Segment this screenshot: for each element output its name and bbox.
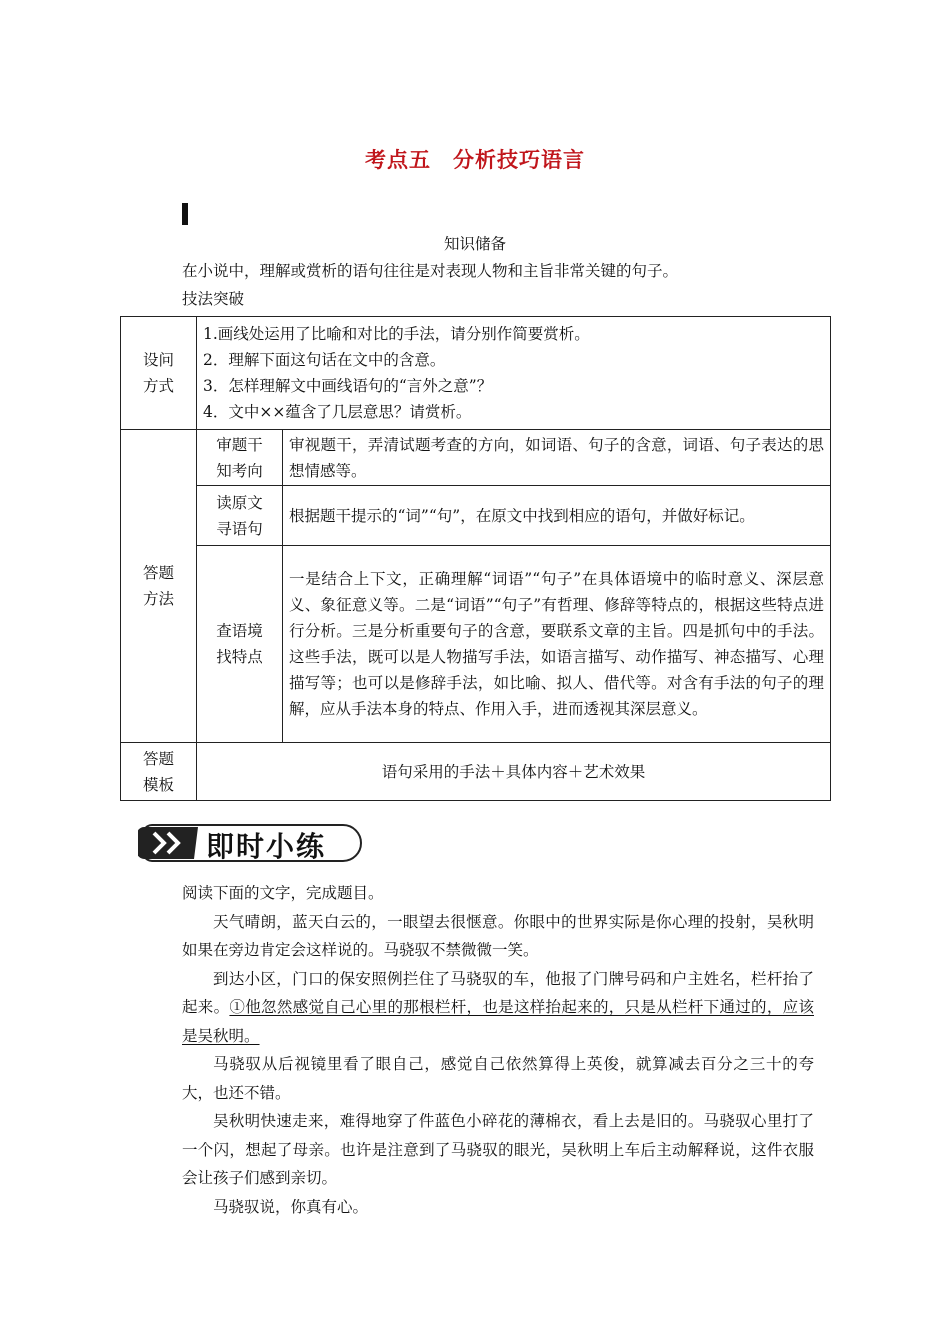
template-label [121,743,197,801]
table-row-method-3 [121,546,831,743]
underlined-sentence: ①他忽然感觉自己心里的那根栏杆，也是这样抬起来的，只是从栏杆下通过的，应该是吴秋明。 [182,998,814,1045]
passage-paragraph: 马骁驭说，你真有心。 [213,1197,369,1216]
template-label-text: 答题模板 [142,749,174,794]
method-desc: 一是结合上下文，正确理解“词语”“句子”在具体语境中的临时意义、深层意义、象征意义等。二是“词语”“句子”有哲理、修辞等特点的，根据这些特点进行分析。三是分析重要句子的含意，要联系文章的主旨。四是抓句中的手法。这些手法，既可以是人物描写手法，如语言描写、动作描写、神态描写、心理描写等；也可以是修辞手法，如比喻、拟人、借代等。对含有手法的句子的理解，应从手法本身的特点、作用入手，进而透视其深层意义。 [283,546,831,743]
knowledge-heading: 知识储备 [443,235,506,253]
passage-paragraph: 天气晴朗，蓝天白云的，一眼望去很惬意。你眼中的世界实际是你心理的投射，吴秋明如果在旁边肯定会这样说的。马骁驭不禁微微一笑。 [182,912,814,959]
method-step [197,430,283,486]
ask-item: 1.画线处运用了比喻和对比的手法，请分别作简要赏析。 [203,325,590,343]
passage-text: 到达小区，门口的保安照例拦住了马骁驭的车，他报了门牌号码和户主姓名，栏杆抬了起来。 [182,969,814,1016]
practice-banner [138,823,363,863]
ask-item: 2．理解下面这句话在文中的含意。 [203,351,446,369]
method-table [120,316,831,801]
ask-label-text: 设问方式 [142,351,174,395]
banner-text: 即时小练 [206,830,327,863]
table-row-template [121,743,831,801]
page-title: 考点五 分析技巧语言 [365,148,585,172]
passage-paragraph [182,965,814,1051]
ask-items [197,317,831,430]
knowledge-text: 在小说中，理解或赏析的语句往往是对表现人物和主旨非常关键的句子。 [182,262,679,280]
section-marker [182,203,188,225]
passage-instruction: 阅读下面的文字，完成题目。 [182,884,384,902]
passage-paragraph: 马骁驭从后视镜里看了眼自己，感觉自己依然算得上英俊，就算减去百分之三十的夸大，也还不错。 [182,1055,814,1102]
ask-item: 3．怎样理解文中画线语句的“言外之意”？ [203,377,493,395]
method-label-text: 答题方法 [142,564,174,608]
table-row-method-2 [121,486,831,546]
method-step-text: 查语境找特点 [216,622,263,666]
method-step-text: 读原文寻语句 [216,493,263,538]
method-step [197,546,283,743]
template-text: 语句采用的手法＋具体内容＋艺术效果 [197,743,831,801]
method-step-text: 审题干知考向 [216,435,263,480]
reading-passage [182,879,814,1221]
table-row-ask [121,317,831,430]
method-desc: 审视题干，弄清试题考查的方向，如词语、句子的含意，词语、句子表达的思想情感等。 [283,430,831,486]
ask-label [121,317,197,430]
method-label [121,430,197,743]
passage-paragraph: 吴秋明快速走来，难得地穿了件蓝色小碎花的薄棉衣，看上去是旧的。马骁驭心里打了一个闪，想起了母亲。也许是注意到了马骁驭的眼光，吴秋明上车后主动解释说，这件衣服会让孩子们感到亲切。 [182,1112,814,1187]
method-desc: 根据题干提示的“词”“句”，在原文中找到相应的语句，并做好标记。 [283,486,831,546]
table-row-method-1 [121,430,831,486]
method-step [197,486,283,546]
ask-item: 4．文中××蕴含了几层意思？请赏析。 [203,403,472,421]
technique-heading: 技法突破 [182,290,245,308]
